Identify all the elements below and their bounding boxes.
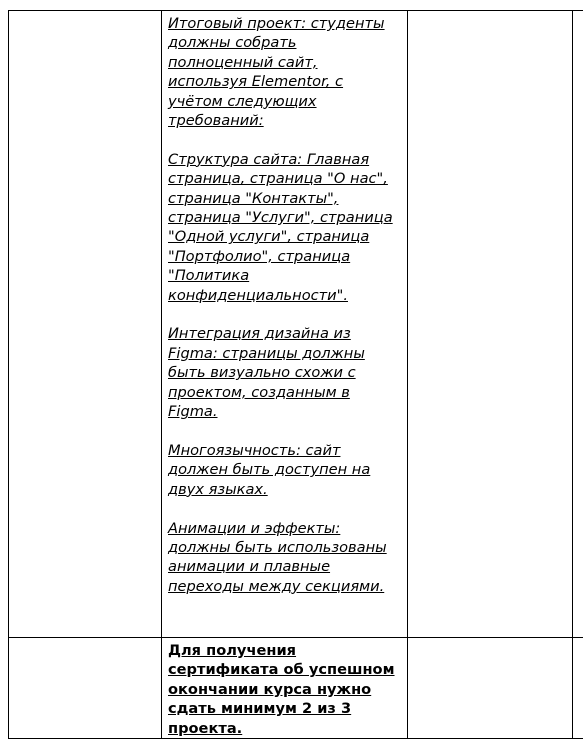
certificate-requirement: Для получения сертификата об успешном окончании курса нужно сдать минимум 2 из 3 проекта. <box>168 642 395 737</box>
paragraph-final-project: Итоговый проект: студенты должны собрать полноценный сайт, используя Elementor, с учётом следующих требований: <box>168 15 385 130</box>
paragraph-figma-integration: Интеграция дизайна из Figma: страницы должны быть визуально схожи с проектом, созданным в Figma. <box>168 325 365 421</box>
table-cell-empty <box>573 11 583 638</box>
table-cell-certificate-note <box>162 638 408 739</box>
paragraph-multilanguage: Многоязычность: сайт должен быть доступен на двух языках. <box>168 441 371 498</box>
paragraph-site-structure: Структура сайта: Главная страница, страница "О нас", страница "Контакты", страница "Услуги", страница "Одной услуги", страница "Портфолио", страница "Политика конфиденциальности". <box>168 150 393 304</box>
table-cell-empty <box>9 11 162 638</box>
table-row <box>9 638 583 739</box>
table-cell-project-description <box>162 11 408 638</box>
table-cell-empty <box>408 638 573 739</box>
table-cell-empty <box>9 638 162 739</box>
table-cell-empty <box>573 638 583 739</box>
table-cell-empty <box>408 11 573 638</box>
curriculum-table <box>8 10 583 739</box>
paragraph-animations: Анимации и эффекты: должны быть использованы анимации и плавные переходы между секциями. <box>168 519 387 595</box>
table-row <box>9 11 583 638</box>
